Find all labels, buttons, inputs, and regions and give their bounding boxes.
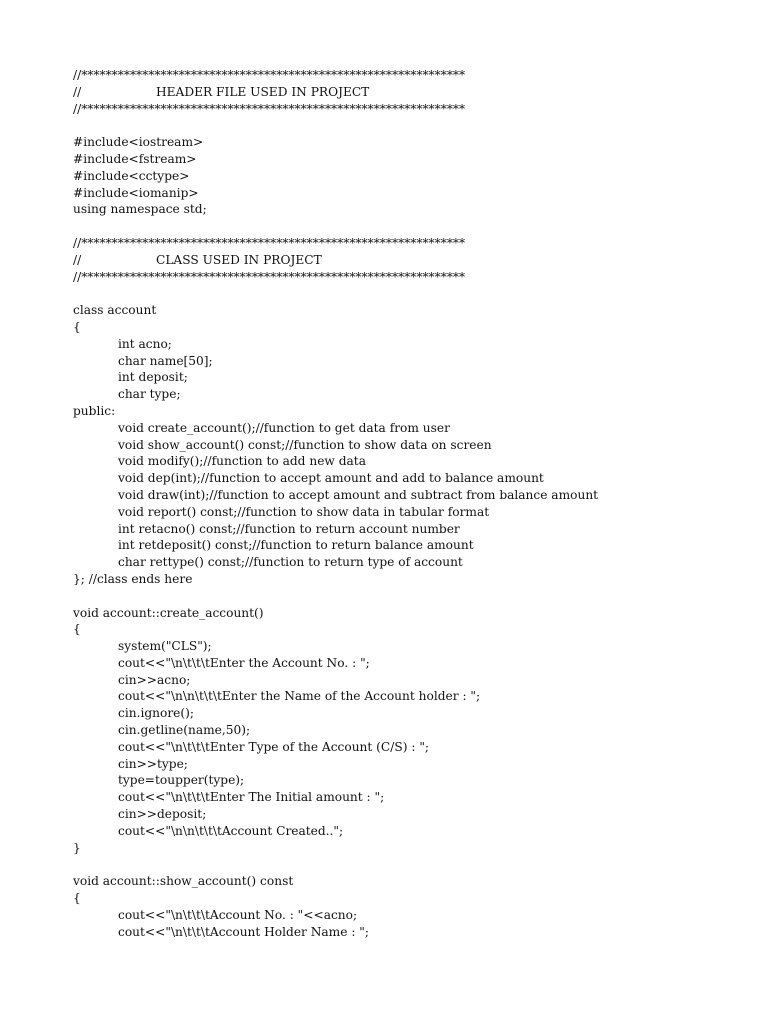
blank-line: [73, 218, 733, 235]
code-text: void account::show_account() const: [73, 874, 294, 889]
code-text: cout<<"\n\t\t\tEnter Type of the Account (C/S) : ";: [118, 739, 430, 754]
code-text: //***************************************************************: [73, 68, 466, 82]
code-line: [73, 185, 733, 202]
code-text: cin>>type;: [118, 756, 188, 771]
code-line: [73, 403, 733, 420]
code-text: void create_account();//function to get data from user: [118, 420, 450, 435]
code-text: cin>>deposit;: [118, 807, 207, 822]
code-line: [73, 521, 733, 538]
code-line: [73, 487, 733, 504]
code-line: [73, 504, 733, 521]
code-text: {: [73, 622, 81, 637]
code-line: [73, 84, 733, 101]
code-text: void dep(int);//function to accept amount and add to balance amount: [118, 471, 544, 486]
code-text: cin.ignore();: [118, 706, 194, 721]
code-line: [73, 890, 733, 907]
code-line: [73, 453, 733, 470]
code-text: cout<<"\n\t\t\tEnter the Account No. : ";: [118, 655, 370, 670]
code-text: }: [73, 840, 81, 855]
code-text: }; //class ends here: [73, 571, 193, 586]
code-listing: [73, 67, 733, 940]
code-text: cin.getline(name,50);: [118, 723, 251, 738]
code-line: [73, 772, 733, 789]
code-line: [73, 789, 733, 806]
code-line: [73, 235, 733, 252]
code-text: #include<fstream>: [73, 151, 197, 166]
code-line: [73, 605, 733, 622]
comment-marker: //: [73, 252, 82, 267]
code-line: [73, 353, 733, 370]
code-text: cin>>acno;: [118, 672, 191, 687]
code-text: char name[50];: [118, 353, 213, 368]
code-text: //***************************************************************: [73, 101, 466, 116]
code-text: //***************************************************************: [73, 235, 466, 250]
code-text: #include<iomanip>: [73, 185, 199, 200]
code-text: //***************************************************************: [73, 269, 466, 284]
code-line: [73, 319, 733, 336]
code-text: using namespace std;: [73, 202, 207, 217]
code-line: [73, 638, 733, 655]
code-text: int retacno() const;//function to return account number: [118, 521, 460, 536]
section-heading: HEADER FILE USED IN PROJECT: [156, 84, 370, 99]
code-line: [73, 134, 733, 151]
code-text: int acno;: [118, 336, 172, 351]
code-line: [73, 269, 733, 286]
code-text: cout<<"\n\t\t\tEnter The Initial amount : ";: [118, 790, 385, 805]
code-line: [73, 739, 733, 756]
code-line: [73, 722, 733, 739]
code-line: [73, 924, 733, 941]
blank-line: [73, 117, 733, 134]
code-text: #include<cctype>: [73, 168, 190, 183]
code-line: [73, 756, 733, 773]
code-text: type=toupper(type);: [118, 773, 245, 788]
blank-line: [73, 856, 733, 873]
code-line: [73, 67, 733, 84]
code-line: [73, 302, 733, 319]
code-line: [73, 705, 733, 722]
code-line: [73, 151, 733, 168]
code-text: int retdeposit() const;//function to return balance amount: [118, 538, 474, 553]
code-line: [73, 840, 733, 857]
code-line: [73, 437, 733, 454]
code-line: [73, 386, 733, 403]
code-line: [73, 806, 733, 823]
code-text: cout<<"\n\t\t\tAccount No. : "<<acno;: [118, 907, 358, 922]
code-line: [73, 571, 733, 588]
code-text: char rettype() const;//function to return type of account: [118, 555, 463, 570]
code-line: [73, 470, 733, 487]
code-text: cout<<"\n\n\t\t\tAccount Created..";: [118, 823, 344, 838]
code-line: [73, 823, 733, 840]
code-text: cout<<"\n\t\t\tAccount Holder Name : ";: [118, 924, 370, 939]
code-line: [73, 537, 733, 554]
code-text: char type;: [118, 387, 181, 402]
code-text: void account::create_account(): [73, 605, 264, 620]
code-line: [73, 101, 733, 118]
code-line: [73, 336, 733, 353]
code-text: public:: [73, 403, 116, 418]
comment-marker: //: [73, 84, 82, 99]
code-line: [73, 873, 733, 890]
code-text: {: [73, 891, 81, 906]
code-line: [73, 420, 733, 437]
code-line: [73, 621, 733, 638]
code-text: system("CLS");: [118, 639, 212, 654]
code-line: [73, 252, 733, 269]
code-line: [73, 655, 733, 672]
code-text: int deposit;: [118, 370, 188, 385]
code-text: void show_account() const;//function to show data on screen: [118, 437, 492, 452]
code-text: #include<iostream>: [73, 135, 204, 150]
code-line: [73, 672, 733, 689]
code-line: [73, 369, 733, 386]
code-text: void modify();//function to add new data: [118, 454, 366, 469]
section-heading: CLASS USED IN PROJECT: [156, 252, 322, 267]
code-text: void report() const;//function to show data in tabular format: [118, 504, 490, 519]
blank-line: [73, 285, 733, 302]
code-text: class account: [73, 303, 157, 318]
code-line: [73, 554, 733, 571]
code-line: [73, 201, 733, 218]
code-line: [73, 688, 733, 705]
blank-line: [73, 588, 733, 605]
code-line: [73, 168, 733, 185]
code-text: cout<<"\n\n\t\t\tEnter the Name of the Account holder : ";: [118, 689, 481, 704]
code-text: void draw(int);//function to accept amount and subtract from balance amount: [118, 487, 599, 502]
code-line: [73, 907, 733, 924]
code-text: {: [73, 319, 81, 334]
